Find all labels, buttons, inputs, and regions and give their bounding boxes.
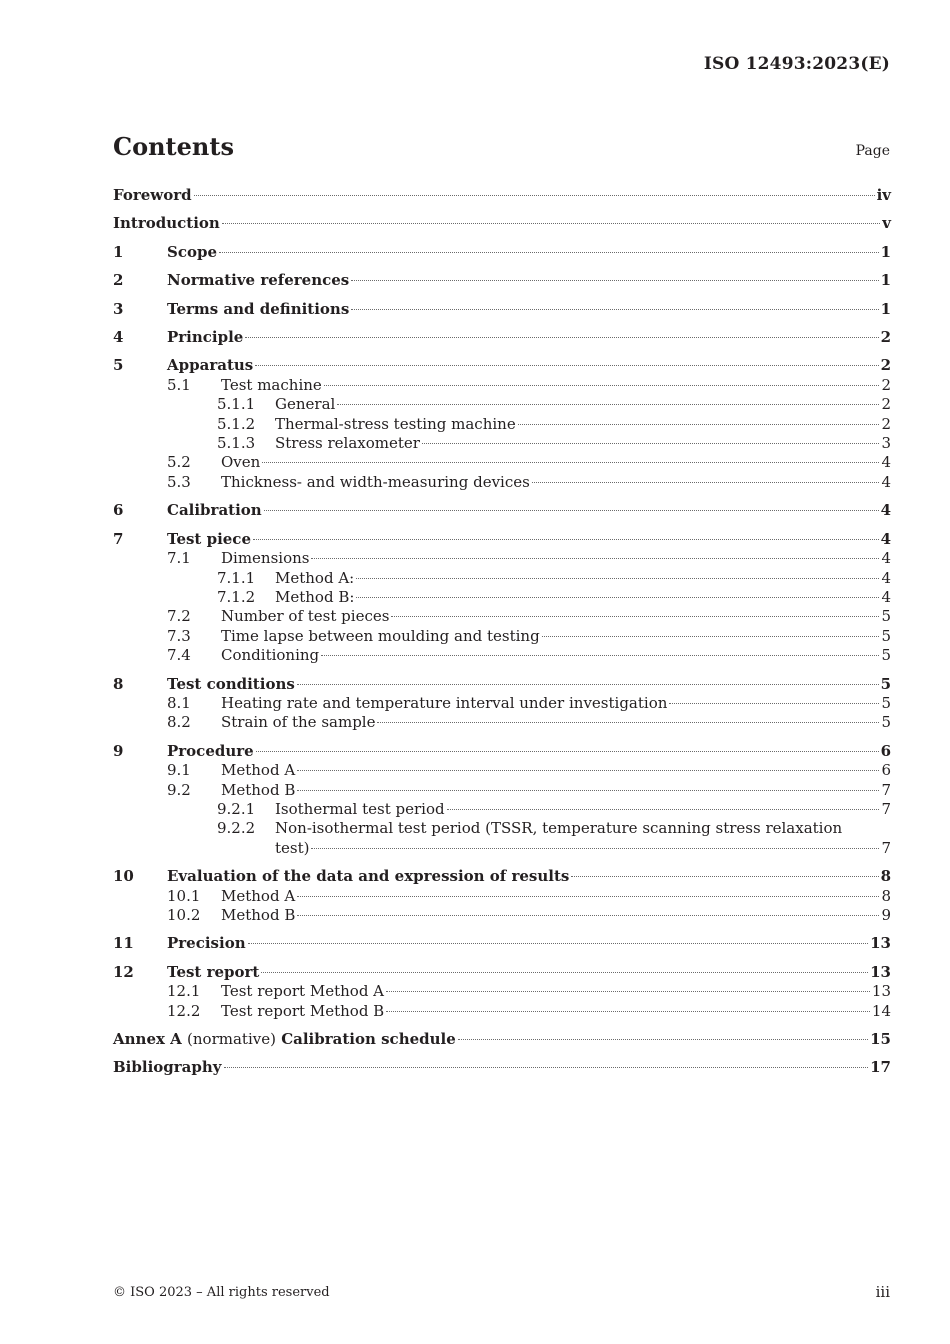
toc-entry-title <box>275 819 842 838</box>
toc-entry-number: 5.2 <box>167 453 191 472</box>
toc-entry-number: 9.2.1 <box>217 799 256 818</box>
toc-entry[interactable] <box>113 800 891 819</box>
toc-entry-title-text: Method A <box>221 761 296 780</box>
dot-leader <box>337 404 879 405</box>
toc-entry-number: 9.1 <box>167 761 191 780</box>
toc-entry-number: 10.1 <box>167 886 201 905</box>
dot-leader <box>356 597 879 598</box>
toc-entry-number: 8.1 <box>167 693 191 712</box>
toc-entry-number: 8 <box>113 674 124 693</box>
toc-entry[interactable] <box>113 300 891 319</box>
toc-entry[interactable] <box>113 569 891 588</box>
toc-entry-page: 4 <box>880 529 891 548</box>
toc-entry-number: 5.3 <box>167 472 191 491</box>
toc-entry-number: 5.1.3 <box>217 434 256 453</box>
dot-leader <box>532 482 880 483</box>
page-title: Contents <box>113 132 234 161</box>
toc-entry-title-text: Thickness- and width-measuring devices <box>221 472 530 491</box>
toc-entry-title <box>221 781 295 800</box>
toc-entry-number: 8.2 <box>167 713 191 732</box>
toc-entry[interactable] <box>113 356 891 375</box>
toc-entry-title <box>221 713 375 732</box>
dot-leader <box>264 510 879 511</box>
dot-leader <box>377 722 879 723</box>
toc-entry-title-text: Scope <box>167 242 218 261</box>
toc-entry-title-text: Test report <box>167 962 260 981</box>
copyright-notice: © ISO 2023 – All rights reserved <box>113 1285 330 1300</box>
toc-entry[interactable] <box>113 549 891 568</box>
dot-leader <box>261 972 868 973</box>
toc-entry-number: 7.1 <box>167 549 191 568</box>
toc-entry[interactable] <box>113 243 891 262</box>
toc-entry-title <box>167 501 262 520</box>
toc-entry-title <box>167 530 251 549</box>
toc-entry-title-text: Terms and definitions <box>167 299 350 318</box>
toc-entry-title <box>275 415 516 434</box>
dot-leader <box>297 770 879 771</box>
toc-entry-number: 12.2 <box>167 1001 201 1020</box>
toc-entry-title <box>167 963 259 982</box>
toc-entry-page: 7 <box>881 799 891 818</box>
toc-entry-title-text: Introduction <box>113 214 220 233</box>
toc-entry-page: iv <box>876 186 891 204</box>
toc-entry[interactable] <box>113 1058 891 1077</box>
toc-entry-page: 2 <box>881 414 891 433</box>
toc-entry-title <box>167 742 254 761</box>
dot-leader <box>422 443 879 444</box>
toc-entry[interactable] <box>113 395 891 414</box>
toc-entry-title <box>113 214 220 233</box>
toc-entry-title-text: Foreword <box>113 186 192 204</box>
toc-entry-title <box>221 761 295 780</box>
toc-entry[interactable] <box>113 761 891 780</box>
document-id: ISO 12493:2023(E) <box>703 54 890 74</box>
toc-entry-number: 7.1.1 <box>217 568 256 587</box>
toc-entry-title <box>275 800 445 819</box>
toc-entry-page: 2 <box>881 395 891 414</box>
toc-entry-title <box>275 588 354 607</box>
toc-entry[interactable] <box>113 376 891 395</box>
toc-entry[interactable] <box>113 588 891 607</box>
toc-entry-page: 3 <box>881 434 891 453</box>
toc-entry-title-text: Method B <box>221 780 296 799</box>
toc-entry-title <box>221 376 322 395</box>
toc-entry-title <box>221 549 309 568</box>
dot-leader <box>248 943 869 944</box>
dot-leader <box>321 655 879 656</box>
toc-entry-title-text: Evaluation of the data and expression of results <box>167 867 570 886</box>
dot-leader <box>297 790 879 791</box>
toc-entry-title-text: Normative references <box>167 271 350 290</box>
toc-entry[interactable] <box>113 781 891 800</box>
toc-entry-page: 4 <box>881 568 891 587</box>
toc-entry-title <box>221 887 295 906</box>
toc-entry[interactable] <box>113 186 891 205</box>
toc-entry[interactable] <box>113 887 891 906</box>
toc-entry-page: 4 <box>881 587 891 606</box>
toc-entry-title-text: Test machine <box>221 375 322 394</box>
toc-entry-title-text: Method B: <box>275 587 355 606</box>
toc-entry-title-text: Non-isothermal test period (TSSR, temperature scanning stress relaxation <box>275 819 843 838</box>
toc-entry-title-text: Dimensions <box>221 549 310 568</box>
dot-leader <box>245 337 878 338</box>
toc-entry-number: 10 <box>113 867 134 886</box>
dot-leader <box>356 578 879 579</box>
toc-entry-number: 5 <box>113 356 124 375</box>
toc-entry-title <box>275 434 420 453</box>
toc-entry-title-text: Apparatus <box>167 356 254 375</box>
toc-entry-number: 7.4 <box>167 646 191 665</box>
toc-entry-page: 8 <box>881 886 891 905</box>
toc-entry-title <box>221 982 384 1001</box>
toc-entry-title <box>167 867 569 886</box>
toc-entry-title <box>221 906 295 925</box>
toc-entry-title-text: General <box>275 395 336 414</box>
annex-title: Calibration schedule <box>281 1030 456 1049</box>
toc-entry-number: 3 <box>113 299 124 318</box>
table-of-contents <box>113 186 891 1078</box>
toc-entry-page: 5 <box>881 626 891 645</box>
toc-entry-number: 7.3 <box>167 626 191 645</box>
toc-entry-number: 7 <box>113 529 124 548</box>
toc-entry-number: 9.2 <box>167 780 191 799</box>
dot-leader <box>669 703 879 704</box>
toc-entry-title <box>221 473 530 492</box>
toc-entry-title <box>221 607 389 626</box>
toc-entry-page: v <box>882 214 891 233</box>
dot-leader <box>386 991 870 992</box>
toc-entry-page: 1 <box>880 242 891 261</box>
toc-entry-number: 11 <box>113 934 134 953</box>
dot-leader <box>256 751 879 752</box>
toc-entry-page: 4 <box>880 501 891 520</box>
dot-leader <box>297 684 879 685</box>
annex-type: (normative) <box>187 1030 276 1049</box>
toc-entry[interactable] <box>113 501 891 520</box>
toc-entry-title-text: Test report Method A <box>221 982 385 1001</box>
dot-leader <box>255 365 878 366</box>
toc-entry-number: 7.2 <box>167 607 191 626</box>
toc-entry-title <box>167 356 253 375</box>
toc-entry[interactable] <box>113 415 891 434</box>
toc-entry-title <box>113 186 192 205</box>
toc-entry-title <box>167 300 349 319</box>
toc-entry-page: 5 <box>880 674 891 693</box>
toc-entry-title-text: Heating rate and temperature interval under investigation <box>221 693 668 712</box>
toc-entry[interactable] <box>113 982 891 1001</box>
dot-leader <box>386 1011 870 1012</box>
dot-leader <box>194 195 875 196</box>
dot-leader <box>311 848 879 849</box>
toc-entry-title-text: Strain of the sample <box>221 713 376 732</box>
toc-entry-title-text: Isothermal test period <box>275 799 445 818</box>
toc-entry-title <box>167 271 349 290</box>
toc-entry-page: 1 <box>880 271 891 290</box>
toc-entry-page: 9 <box>881 906 891 924</box>
toc-entry-title <box>221 627 540 646</box>
toc-entry[interactable] <box>113 607 891 626</box>
toc-entry-number: 9 <box>113 741 124 760</box>
toc-entry-page: 15 <box>870 1030 891 1049</box>
toc-entry-number: 12 <box>113 962 134 981</box>
toc-entry-page: 13 <box>870 934 891 953</box>
toc-entry[interactable] <box>113 694 891 713</box>
toc-entry-title-text: Method B <box>221 906 296 924</box>
toc-entry-title <box>275 569 354 588</box>
page-number: iii <box>875 1283 890 1301</box>
toc-entry-number: 7.1.2 <box>217 587 256 606</box>
toc-entry[interactable] <box>113 675 891 694</box>
dot-leader <box>297 896 879 897</box>
toc-entry-title-text: Number of test pieces <box>221 607 390 626</box>
toc-entry-title <box>221 694 667 713</box>
dot-leader <box>222 223 880 224</box>
dot-leader <box>262 462 879 463</box>
toc-entry-number: 2 <box>113 271 124 290</box>
toc-entry[interactable] <box>113 906 891 925</box>
toc-entry-title-continuation: test) <box>275 838 310 857</box>
toc-entry-number: 9.2.2 <box>217 819 256 838</box>
toc-entry-number: 12.1 <box>167 982 201 1001</box>
toc-entry-title <box>167 328 243 347</box>
dot-leader <box>297 915 879 916</box>
toc-entry-page: 5 <box>881 607 891 626</box>
toc-entry-number: 10.2 <box>167 906 201 924</box>
toc-entry-page: 14 <box>871 1001 891 1020</box>
toc-entry-number: 4 <box>113 328 124 347</box>
toc-entry-page: 13 <box>871 982 891 1001</box>
toc-entry[interactable] <box>113 1002 891 1021</box>
toc-entry-page: 6 <box>880 741 891 760</box>
toc-entry[interactable] <box>113 1030 891 1049</box>
toc-entry-title-text: Calibration <box>167 501 262 520</box>
toc-entry[interactable] <box>113 453 891 472</box>
toc-entry-title <box>221 1002 384 1021</box>
toc-entry-title-text: Test report Method B <box>221 1001 385 1020</box>
dot-leader <box>458 1039 868 1040</box>
toc-entry-page: 5 <box>881 693 891 712</box>
dot-leader <box>324 385 880 386</box>
toc-entry-title-text: Test conditions <box>167 674 295 693</box>
toc-entry[interactable] <box>113 819 891 838</box>
dot-leader <box>351 309 878 310</box>
toc-entry-title-text: Conditioning <box>221 646 320 665</box>
toc-entry-page: 6 <box>881 761 891 780</box>
dot-leader <box>351 280 878 281</box>
toc-entry-number: 6 <box>113 501 124 520</box>
toc-entry-title <box>167 675 295 694</box>
dot-leader <box>518 424 880 425</box>
toc-entry-number: 5.1 <box>167 375 191 394</box>
toc-entry[interactable] <box>113 271 891 290</box>
toc-entry-title <box>221 453 260 472</box>
toc-entry-page: 2 <box>880 328 891 347</box>
toc-entry-title-text: Method A <box>221 886 296 905</box>
toc-entry-title-text: Bibliography <box>113 1058 222 1077</box>
toc-entry-page: 4 <box>881 549 891 568</box>
dot-leader <box>447 809 880 810</box>
toc-entry-title-text: Precision <box>167 934 246 953</box>
toc-entry-title <box>167 243 217 262</box>
dot-leader <box>311 558 879 559</box>
toc-entry[interactable] <box>113 867 891 886</box>
toc-entry-number: 5.1.1 <box>217 395 256 414</box>
toc-entry-title-text: Annex A <box>113 1030 182 1049</box>
toc-entry-title-text: Time lapse between moulding and testing <box>221 626 540 645</box>
toc-entry-title-text: Thermal-stress testing machine <box>275 414 516 433</box>
toc-entry[interactable] <box>113 473 891 492</box>
toc-entry-title-text: Procedure <box>167 741 254 760</box>
toc-entry-continuation[interactable] <box>113 839 891 858</box>
toc-entry[interactable] <box>113 934 891 953</box>
toc-entry-title <box>275 395 335 414</box>
toc-entry-title-text: Principle <box>167 328 244 347</box>
toc-entry-title-text: Method A: <box>275 568 355 587</box>
toc-entry[interactable] <box>113 214 891 233</box>
toc-entry-page: 4 <box>881 453 891 472</box>
toc-entry-title <box>167 934 246 953</box>
toc-entry-title <box>113 1058 222 1077</box>
dot-leader <box>253 539 879 540</box>
toc-entry-page: 13 <box>870 962 891 981</box>
dot-leader <box>224 1067 869 1068</box>
toc-entry-page: 7 <box>881 838 891 857</box>
toc-entry[interactable] <box>113 434 891 453</box>
toc-entry-title <box>113 1030 456 1049</box>
toc-entry-page: 5 <box>881 713 891 732</box>
toc-entry[interactable] <box>113 742 891 761</box>
toc-entry-number: 5.1.2 <box>217 414 256 433</box>
dot-leader <box>571 876 878 877</box>
toc-entry-page: 2 <box>880 356 891 375</box>
dot-leader <box>219 252 879 253</box>
dot-leader <box>542 636 880 637</box>
toc-entry-page: 1 <box>880 299 891 318</box>
toc-entry[interactable] <box>113 646 891 665</box>
toc-entry-page: 5 <box>881 646 891 665</box>
page-column-label: Page <box>855 143 890 159</box>
toc-entry[interactable] <box>113 328 891 347</box>
toc-entry[interactable] <box>113 713 891 732</box>
toc-entry-title-text: Test piece <box>167 529 251 548</box>
toc-entry[interactable] <box>113 963 891 982</box>
toc-entry[interactable] <box>113 627 891 646</box>
dot-leader <box>391 616 879 617</box>
toc-entry-title-text: Oven <box>221 453 261 472</box>
toc-entry-page: 8 <box>880 867 891 886</box>
toc-entry-page: 17 <box>870 1058 891 1077</box>
toc-entry-title-text: Stress relaxometer <box>275 434 420 453</box>
toc-entry-title <box>221 646 319 665</box>
toc-entry-page: 7 <box>881 780 891 799</box>
toc-entry-page: 2 <box>881 375 891 394</box>
toc-entry[interactable] <box>113 530 891 549</box>
toc-entry-page: 4 <box>881 472 891 491</box>
toc-entry-number: 1 <box>113 242 124 261</box>
